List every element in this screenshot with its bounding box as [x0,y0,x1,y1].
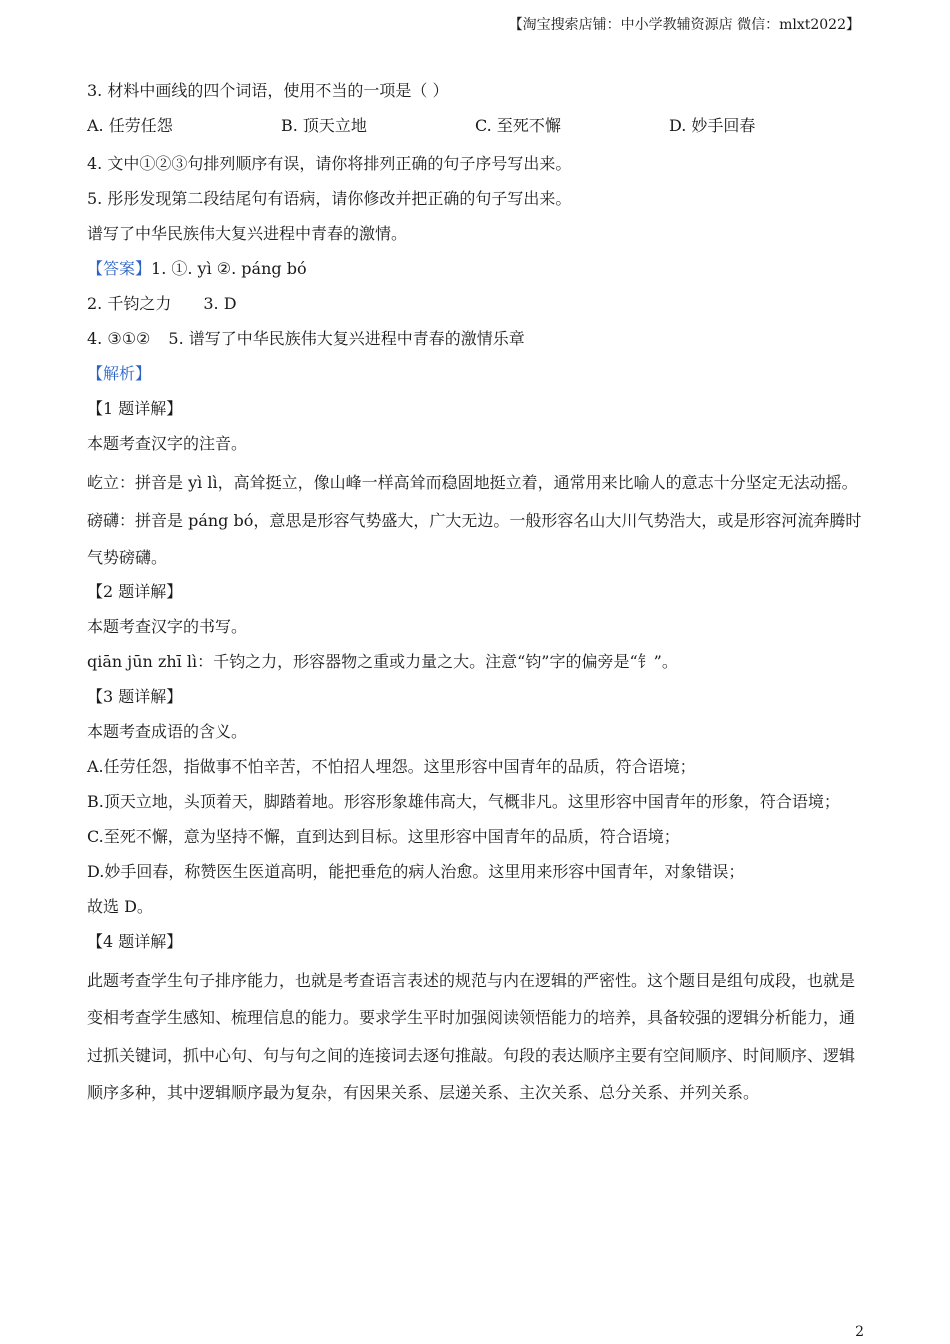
detail-2-title: 【2 题详解】 [87,581,183,601]
answer-2: 2. 千钧之力 [87,294,172,313]
detail-1-paragraph-1: 屹立：拼音是 yì lì，高耸挺立，像山峰一样高耸而稳固地挺立着，通常用来比喻人的意志十分坚定无法动摇。 [87,473,858,492]
detail-3-option-c: C.至死不懈，意为坚持不懈，直到达到目标。这里形容中国青年的品质，符合语境； [87,826,680,846]
question-4: 4. 文中①②③句排列顺序有误，请你将排列正确的句子序号写出来。 [87,154,572,173]
question-3-options [87,111,867,149]
detail-3-intro: 本题考查成语的含义。 [87,721,248,741]
page-number: 2 [855,1324,864,1340]
question-5-sentence: 谱写了中华民族伟大复兴进程中青春的激情。 [87,224,408,243]
answer-5: 5. 谱写了中华民族伟大复兴进程中青春的激情乐章 [168,329,525,348]
detail-4-paragraph: 此题考查学生句子排序能力，也就是考查语言表述的规范与内在逻辑的严密性。这个题目是组句成段，也就是变相考查学生感知、梳理信息的能力。要求学生平时加强阅读领悟能力的培养，具备较强的逻辑分析能力，通过抓关键词，抓中心句、句与句之间的连接词去逐句推敲。句段的表达顺序主要有空间顺序、时间顺序、逻辑顺序多种，其中逻辑顺序最为复杂，有因果关系、层递关系、主次关系、总分关系、并列关系。 [87,970,856,1102]
answer-line-1 [87,254,867,289]
answer-3: 3. D [203,294,237,313]
detail-1-paragraph-2: 磅礴：拼音是 páng bó，意思是形容气势盛大，广大无边。一般形容名山大川气势浩大，或是形容河流奔腾时气势磅礴。 [87,510,862,567]
detail-3-title: 【3 题详解】 [87,686,183,706]
document-body [87,76,867,1112]
analysis-tag: 【解析】 [87,364,152,383]
answer-line-2 [87,289,867,324]
detail-1-title: 【1 题详解】 [87,399,183,418]
answer-1: 1. ①. yì ②. páng bó [151,259,307,278]
answer-4: 4. ③①② [87,329,151,348]
detail-3-conclusion: 故选 D。 [87,896,153,916]
detail-3-option-a: A.任劳任怨，指做事不怕辛苦，不怕招人埋怨。这里形容中国青年的品质，符合语境； [87,756,696,776]
option-c: C. 至死不懈 [475,116,561,135]
page-header: 【淘宝搜索店铺：中小学教辅资源店 微信：mlxt2022】 [508,17,860,33]
detail-2-intro: 本题考查汉字的书写。 [87,616,248,636]
detail-3-option-d: D.妙手回春，称赞医生医道高明，能把垂危的病人治愈。这里用来形容中国青年，对象错误； [87,861,745,881]
detail-1-intro: 本题考查汉字的注音。 [87,434,248,453]
question-5: 5. 彤彤发现第二段结尾句有语病，请你修改并把正确的句子写出来。 [87,189,572,208]
answer-line-3 [87,324,867,359]
question-3: 3. 材料中画线的四个词语，使用不当的一项是（ ） [87,81,449,100]
option-a: A. 任劳任怨 [87,116,173,135]
option-d: D. 妙手回春 [669,116,756,135]
option-b: B. 顶天立地 [281,116,367,135]
detail-2-paragraph: qiān jūn zhī lì：千钧之力，形容器物之重或力量之大。注意“钧”字的偏旁是“钅”。 [87,651,678,671]
detail-4-title: 【4 题详解】 [87,931,183,951]
detail-3-option-b: B.顶天立地，头顶着天，脚踏着地。形容形象雄伟高大，气概非凡。这里形容中国青年的形象，符合语境； [87,791,840,811]
answer-tag: 【答案】 [87,259,152,278]
